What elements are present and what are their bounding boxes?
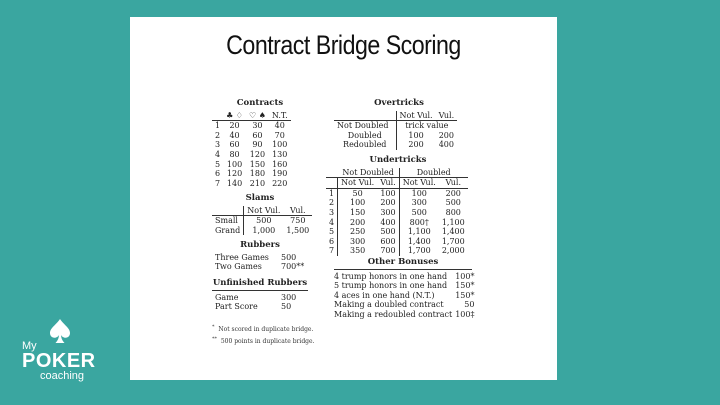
footnote: ** 500 points in duplicate bridge.: [212, 336, 315, 345]
table-row: 5 trump honors in one hand 150*: [334, 281, 475, 291]
slams-table: [212, 194, 312, 235]
table-row: Not Doubled trick value: [334, 121, 457, 131]
table-row: 4 80 120 130: [215, 149, 288, 159]
table-row: 2 100 200 300 500: [326, 198, 468, 208]
table-row: Three Games 500: [215, 252, 297, 262]
table-row: 1 50 100 100 200: [326, 188, 468, 198]
col-header: ♣ ♢: [226, 110, 243, 120]
table-row: 2 40 60 70: [215, 130, 285, 140]
col-header: [212, 206, 244, 216]
undertricks-heading: Undertricks: [369, 155, 427, 165]
table-row: Making a doubled contract 50: [334, 300, 475, 310]
logo-text: My: [22, 340, 37, 352]
group-header: Not Doubled: [338, 168, 400, 178]
col-header: N.T.: [271, 110, 288, 120]
page-title: Contract Bridge Scoring: [226, 30, 461, 60]
contracts-heading: Contracts: [236, 98, 284, 108]
unfinished-rubbers-table: [212, 279, 308, 312]
brand-logo: [18, 318, 100, 380]
col-header: Vul.: [438, 110, 455, 120]
table-row: 6 120 180 190: [215, 169, 288, 179]
col-header: Vul.: [445, 178, 462, 188]
table-row: Doubled 100 200: [334, 131, 457, 141]
table-row: 5 100 150 160: [215, 159, 288, 169]
table-row: Redoubled 200 400: [334, 140, 457, 150]
col-header: Not Vul.: [247, 205, 281, 215]
col-header: [334, 111, 396, 121]
col-header: Vul.: [377, 178, 399, 189]
table-row: Two Games 700**: [215, 262, 305, 272]
table-row: 4 trump honors in one hand 100*: [334, 271, 475, 281]
col-header: [212, 111, 223, 121]
table-row: Grand 1,000 1,500: [212, 226, 312, 236]
logo-text: coaching: [40, 370, 85, 382]
table-row: 4 aces in one hand (N.T.) 150*: [334, 290, 475, 300]
overtricks-table: [334, 99, 464, 150]
rubbers-heading: Rubbers: [240, 240, 280, 250]
col-header: Not Vul.: [402, 178, 436, 188]
table-row: 5 250 500 1,100 1,400: [326, 227, 468, 237]
table-row: 3 60 90 100: [215, 140, 288, 150]
table-row: 4 200 400 800† 1,100: [326, 218, 468, 228]
col-header: Not Vul.: [341, 178, 375, 188]
other-bonuses-table: [334, 258, 477, 320]
logo-text: POKER: [22, 350, 96, 372]
overtricks-heading: Overtricks: [374, 98, 424, 108]
group-header: Doubled: [416, 167, 451, 177]
table-row: Part Score 50: [215, 302, 292, 312]
col-header: Vul.: [290, 205, 306, 215]
table-row: 6 300 600 1,400 1,700: [326, 237, 468, 247]
slams-heading: Slams: [245, 193, 275, 203]
table-row: Small 500 750: [212, 216, 312, 226]
footnote: * Not scored in duplicate bridge.: [212, 324, 314, 333]
table-row: 7 350 700 1,700 2,000: [326, 246, 468, 256]
undertricks-table: [326, 156, 470, 256]
col-header: Not Vul.: [399, 110, 433, 120]
spade-icon: [48, 318, 72, 344]
table-row: 1 20 30 40: [215, 121, 285, 131]
col-header: ♡ ♠: [248, 110, 266, 120]
rubbers-table: [212, 241, 308, 272]
table-row: 3 150 300 500 800: [326, 208, 468, 218]
table-row: Making a redoubled contract 100‡: [334, 309, 475, 319]
contracts-table: [212, 99, 308, 188]
unfinished-heading: Unfinished Rubbers: [212, 279, 308, 291]
table-row: 7 140 210 220: [215, 178, 288, 188]
table-row: Game 300: [215, 292, 297, 302]
bonuses-heading: Other Bonuses: [334, 258, 472, 270]
